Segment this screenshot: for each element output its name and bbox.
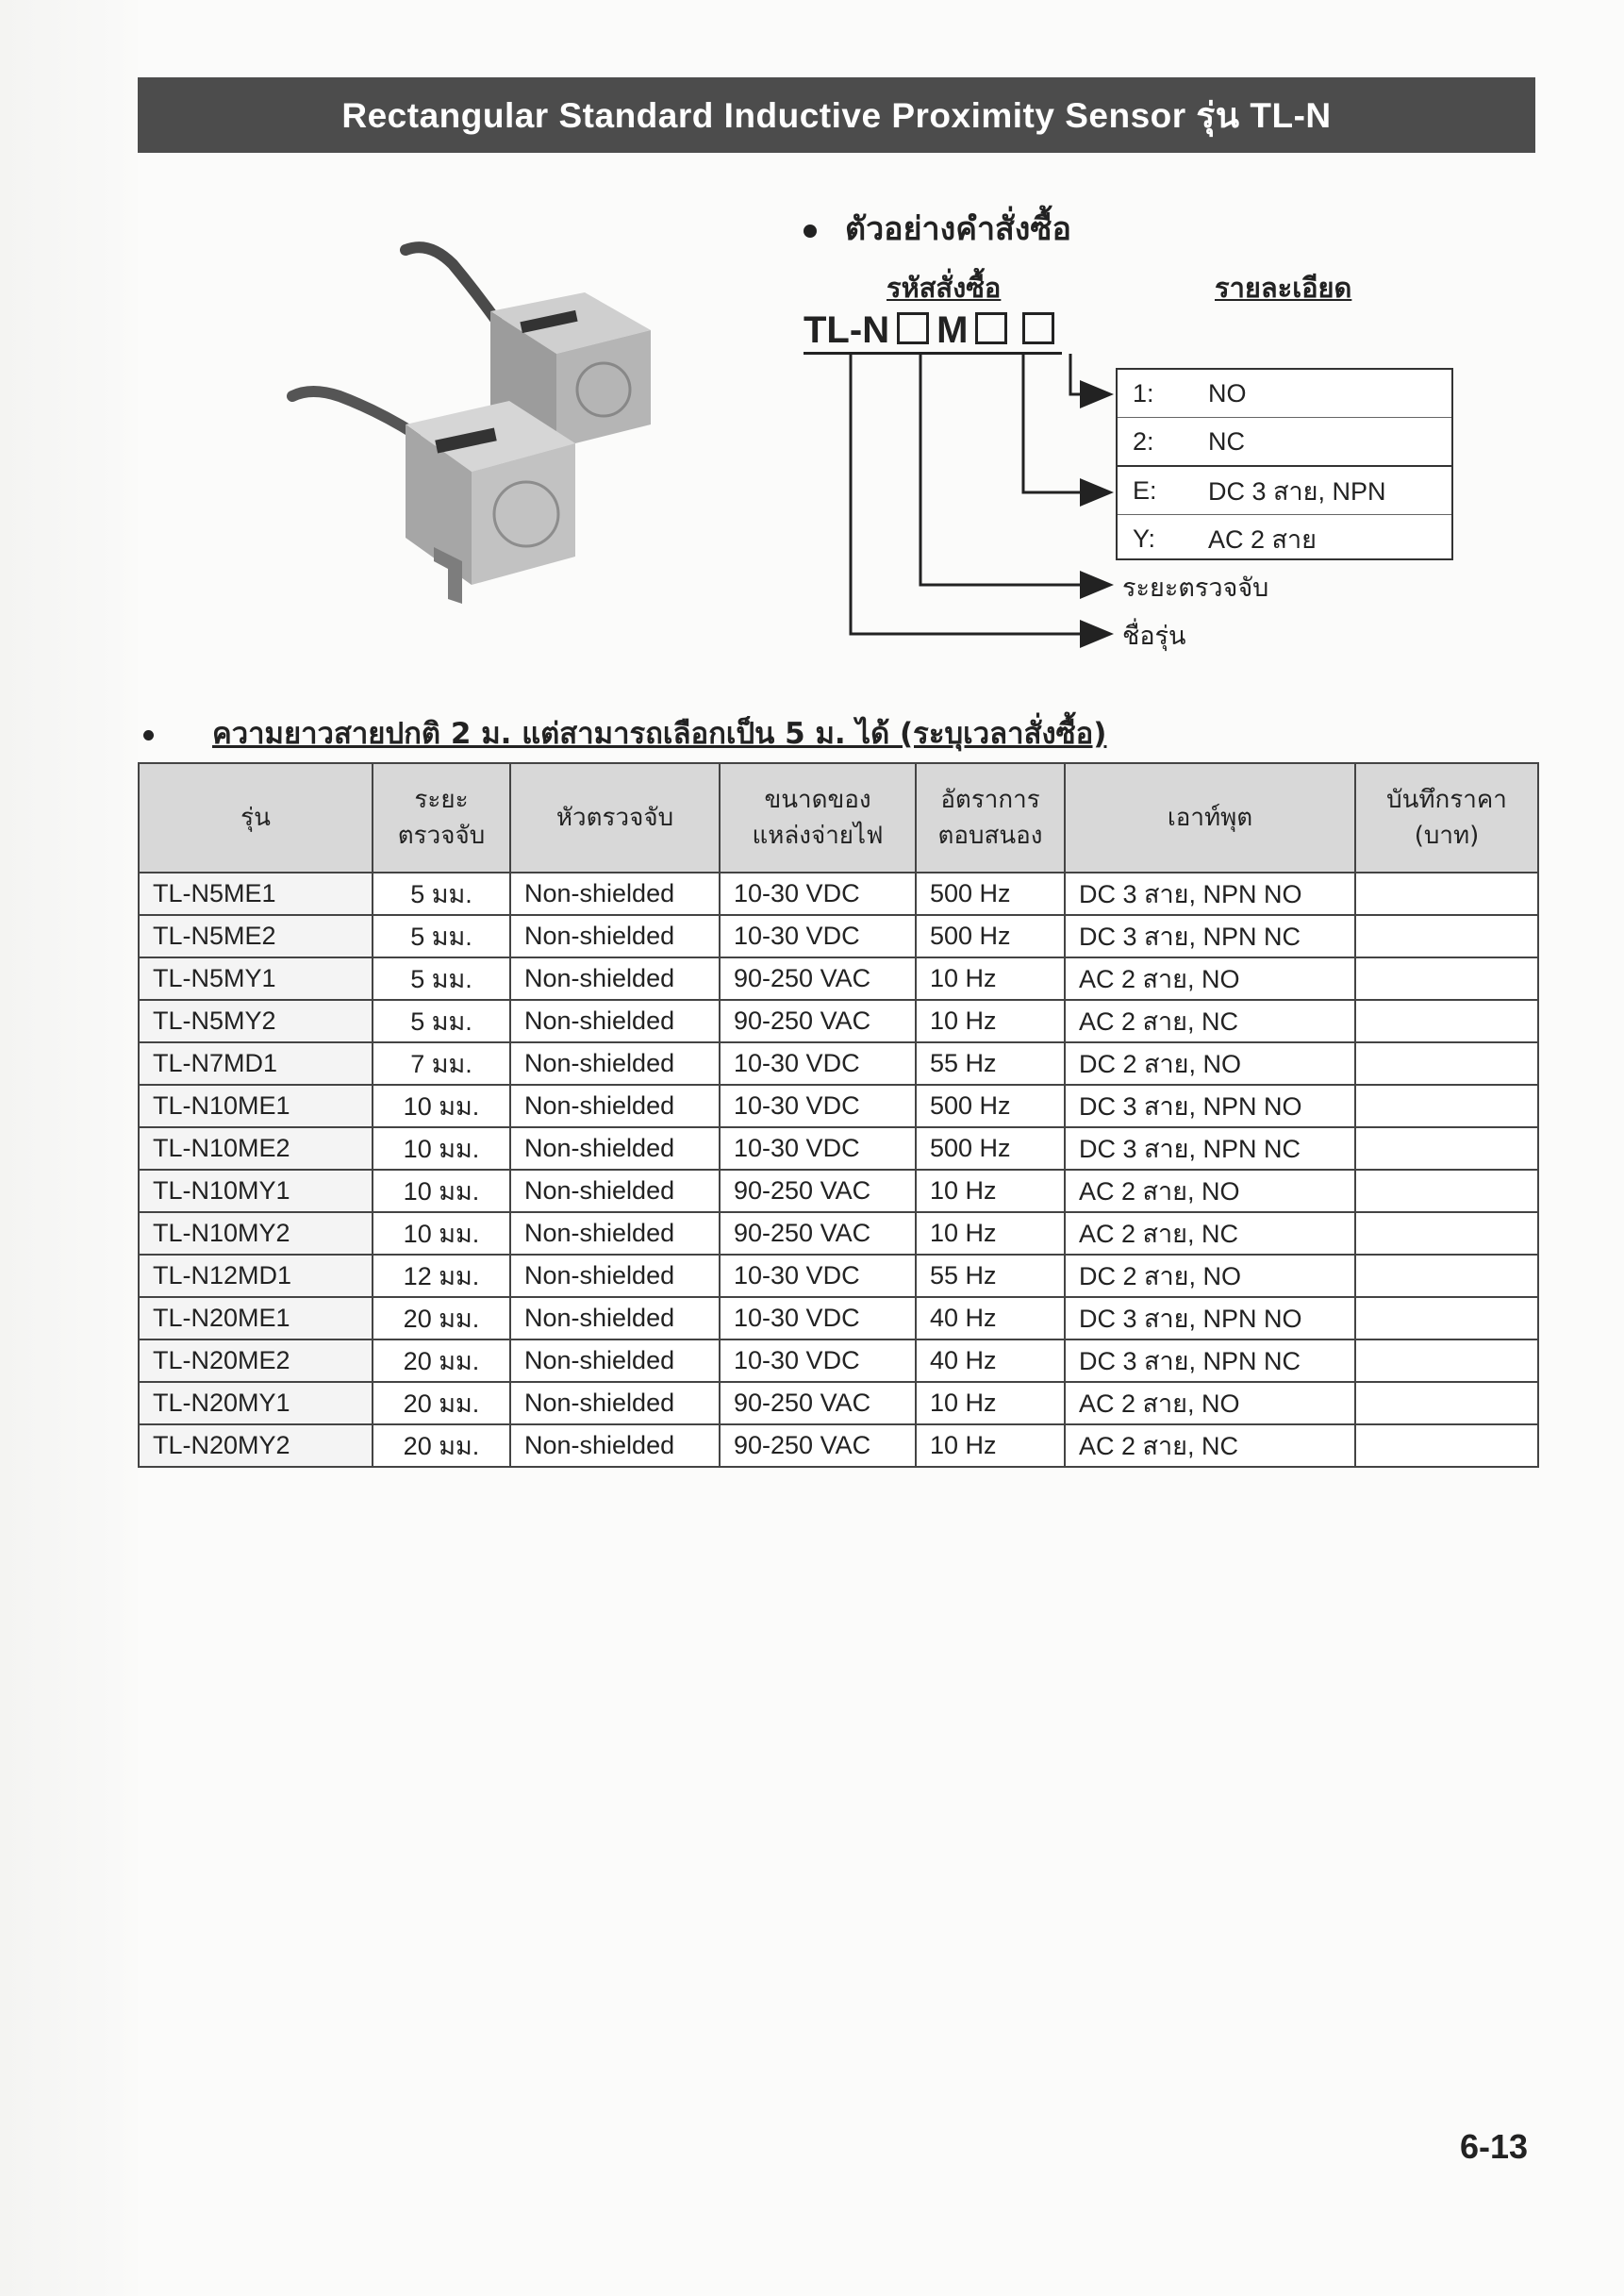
- model-cell: TL-N5MY1: [139, 957, 373, 1000]
- spec-cell: 500 Hz: [916, 1085, 1065, 1127]
- spec-cell: 90-250 VAC: [720, 1170, 916, 1212]
- price-cell: [1355, 1382, 1538, 1424]
- spec-cell: 10 มม.: [373, 1127, 510, 1170]
- spec-cell: 10 Hz: [916, 1212, 1065, 1255]
- price-cell: [1355, 873, 1538, 915]
- sensor-product-photo: [273, 222, 726, 608]
- spec-cell: 10 มม.: [373, 1085, 510, 1127]
- table-row: [139, 1127, 1538, 1170]
- spec-cell: Non-shielded: [510, 1212, 720, 1255]
- spec-cell: 55 Hz: [916, 1255, 1065, 1297]
- spec-cell: AC 2 สาย, NO: [1065, 957, 1355, 1000]
- spec-cell: 20 มม.: [373, 1339, 510, 1382]
- order-code-text: TL-N M: [804, 308, 1062, 355]
- table-row: [139, 1000, 1538, 1042]
- spec-cell: Non-shielded: [510, 1255, 720, 1297]
- model-cell: TL-N10ME2: [139, 1127, 373, 1170]
- price-cell: [1355, 1255, 1538, 1297]
- model-name-label: ชื่อรุ่น: [1122, 622, 1186, 651]
- spec-cell: 10 Hz: [916, 1382, 1065, 1424]
- spec-cell: Non-shielded: [510, 1297, 720, 1339]
- spec-cell: 10 มม.: [373, 1212, 510, 1255]
- spec-cell: Non-shielded: [510, 957, 720, 1000]
- model-cell: TL-N5ME1: [139, 873, 373, 915]
- spec-cell: Non-shielded: [510, 1127, 720, 1170]
- bullet-icon: [143, 730, 154, 740]
- spec-cell: Non-shielded: [510, 873, 720, 915]
- spec-cell: Non-shielded: [510, 1170, 720, 1212]
- spec-cell: 10-30 VDC: [720, 1085, 916, 1127]
- model-cell: TL-N5MY2: [139, 1000, 373, 1042]
- spec-cell: 5 มม.: [373, 873, 510, 915]
- spec-cell: Non-shielded: [510, 1000, 720, 1042]
- spec-cell: AC 2 สาย, NC: [1065, 1000, 1355, 1042]
- spec-cell: 55 Hz: [916, 1042, 1065, 1085]
- spec-cell: Non-shielded: [510, 915, 720, 957]
- spec-cell: 10 Hz: [916, 957, 1065, 1000]
- spec-cell: DC 3 สาย, NPN NC: [1065, 1127, 1355, 1170]
- legend-row: Y: AC 2 สาย: [1133, 524, 1317, 554]
- code-slot-box: [1022, 312, 1054, 344]
- table-row: [139, 1382, 1538, 1424]
- spec-cell: 90-250 VAC: [720, 1212, 916, 1255]
- spec-cell: 500 Hz: [916, 1127, 1065, 1170]
- price-cell: [1355, 1127, 1538, 1170]
- spec-cell: 10 Hz: [916, 1000, 1065, 1042]
- spec-cell: Non-shielded: [510, 1339, 720, 1382]
- col-header-price: บันทึกราคา (บาท): [1355, 763, 1538, 873]
- spec-cell: 7 มม.: [373, 1042, 510, 1085]
- order-example-heading: ตัวอย่างคำสั่งซื้อ: [804, 203, 1071, 254]
- spec-cell: 10-30 VDC: [720, 1042, 916, 1085]
- price-cell: [1355, 1000, 1538, 1042]
- spec-cell: DC 3 สาย, NPN NC: [1065, 915, 1355, 957]
- spec-cell: 10 Hz: [916, 1424, 1065, 1467]
- spec-cell: 90-250 VAC: [720, 957, 916, 1000]
- spec-table: [138, 762, 1539, 1468]
- table-header-row: [139, 763, 1538, 873]
- spec-cell: DC 3 สาย, NPN NO: [1065, 1085, 1355, 1127]
- spec-cell: 10-30 VDC: [720, 1127, 916, 1170]
- model-cell: TL-N5ME2: [139, 915, 373, 957]
- page-number: 6-13: [1460, 2127, 1529, 2166]
- spec-cell: 20 มม.: [373, 1424, 510, 1467]
- spec-cell: AC 2 สาย, NO: [1065, 1382, 1355, 1424]
- spec-cell: 90-250 VAC: [720, 1382, 916, 1424]
- price-cell: [1355, 915, 1538, 957]
- table-row: [139, 1255, 1538, 1297]
- price-cell: [1355, 1042, 1538, 1085]
- spec-cell: 12 มม.: [373, 1255, 510, 1297]
- model-cell: TL-N20MY1: [139, 1382, 373, 1424]
- table-row: [139, 1424, 1538, 1467]
- title-bar: [138, 77, 1535, 153]
- col-header-distance: ระยะ ตรวจจับ: [373, 763, 510, 873]
- price-cell: [1355, 1170, 1538, 1212]
- spec-cell: 40 Hz: [916, 1297, 1065, 1339]
- table-row: [139, 915, 1538, 957]
- table-row: [139, 873, 1538, 915]
- spec-cell: 10-30 VDC: [720, 1339, 916, 1382]
- spec-cell: 10 มม.: [373, 1170, 510, 1212]
- spec-cell: AC 2 สาย, NC: [1065, 1424, 1355, 1467]
- bullet-icon: [804, 225, 817, 238]
- code-slot-box: [897, 312, 929, 344]
- table-row: [139, 1170, 1538, 1212]
- order-detail-label: รายละเอียด: [1215, 272, 1352, 304]
- cable-length-note: ความยาวสายปกติ 2 ม. แต่สามารถเลือกเป็น 5 ม. ได้ (ระบุเวลาสั่งซื้อ): [143, 709, 1106, 757]
- spec-cell: DC 2 สาย, NO: [1065, 1042, 1355, 1085]
- order-code-label: รหัสสั่งซื้อ: [887, 272, 1002, 304]
- code-slot-box: [975, 312, 1007, 344]
- spec-cell: 10 Hz: [916, 1170, 1065, 1212]
- spec-cell: 5 มม.: [373, 1000, 510, 1042]
- sensing-distance-label: ระยะตรวจจับ: [1122, 574, 1269, 603]
- legend-row: 2: NC: [1118, 418, 1451, 467]
- model-cell: TL-N20ME1: [139, 1297, 373, 1339]
- order-code: [804, 308, 1062, 355]
- spec-cell: 10-30 VDC: [720, 873, 916, 915]
- col-header-supply: ขนาดของ แหล่งจ่ายไฟ: [720, 763, 916, 873]
- table-row: [139, 1339, 1538, 1382]
- spec-cell: 40 Hz: [916, 1339, 1065, 1382]
- price-cell: [1355, 1212, 1538, 1255]
- legend-row: E: DC 3 สาย, NPN: [1118, 467, 1451, 515]
- spec-cell: DC 3 สาย, NPN NO: [1065, 1297, 1355, 1339]
- price-cell: [1355, 957, 1538, 1000]
- table-row: [139, 1212, 1538, 1255]
- spec-cell: DC 3 สาย, NPN NC: [1065, 1339, 1355, 1382]
- col-header-output: เอาท์พุต: [1065, 763, 1355, 873]
- col-header-response: อัตราการ ตอบสนอง: [916, 763, 1065, 873]
- spec-cell: Non-shielded: [510, 1382, 720, 1424]
- model-cell: TL-N20MY2: [139, 1424, 373, 1467]
- col-header-head: หัวตรวจจับ: [510, 763, 720, 873]
- spec-cell: 20 มม.: [373, 1382, 510, 1424]
- spec-cell: 5 มม.: [373, 915, 510, 957]
- spec-cell: AC 2 สาย, NC: [1065, 1212, 1355, 1255]
- page-spine-shadow: [0, 0, 138, 2296]
- table-row: [139, 1085, 1538, 1127]
- table-row: [139, 957, 1538, 1000]
- spec-cell: Non-shielded: [510, 1085, 720, 1127]
- model-cell: TL-N12MD1: [139, 1255, 373, 1297]
- spec-cell: 10-30 VDC: [720, 1297, 916, 1339]
- page-title: Rectangular Standard Inductive Proximity Sensor รุ่น TL-N: [341, 95, 1332, 135]
- table-row: [139, 1042, 1538, 1085]
- spec-cell: 90-250 VAC: [720, 1000, 916, 1042]
- spec-cell: 10-30 VDC: [720, 1255, 916, 1297]
- spec-cell: 500 Hz: [916, 873, 1065, 915]
- model-cell: TL-N10MY2: [139, 1212, 373, 1255]
- spec-cell: Non-shielded: [510, 1042, 720, 1085]
- spec-cell: 5 มม.: [373, 957, 510, 1000]
- spec-cell: 10-30 VDC: [720, 915, 916, 957]
- table-row: [139, 1297, 1538, 1339]
- legend-row: 1: NO: [1118, 370, 1451, 418]
- spec-cell: AC 2 สาย, NO: [1065, 1170, 1355, 1212]
- order-legend-box: [1116, 368, 1453, 560]
- model-cell: TL-N10MY1: [139, 1170, 373, 1212]
- price-cell: [1355, 1424, 1538, 1467]
- price-cell: [1355, 1085, 1538, 1127]
- model-cell: TL-N7MD1: [139, 1042, 373, 1085]
- spec-cell: 500 Hz: [916, 915, 1065, 957]
- spec-cell: DC 2 สาย, NO: [1065, 1255, 1355, 1297]
- col-header-model: รุ่น: [139, 763, 373, 873]
- price-cell: [1355, 1297, 1538, 1339]
- spec-cell: 90-250 VAC: [720, 1424, 916, 1467]
- spec-cell: DC 3 สาย, NPN NO: [1065, 873, 1355, 915]
- spec-cell: Non-shielded: [510, 1424, 720, 1467]
- model-cell: TL-N20ME2: [139, 1339, 373, 1382]
- spec-cell: 20 มม.: [373, 1297, 510, 1339]
- model-cell: TL-N10ME1: [139, 1085, 373, 1127]
- price-cell: [1355, 1339, 1538, 1382]
